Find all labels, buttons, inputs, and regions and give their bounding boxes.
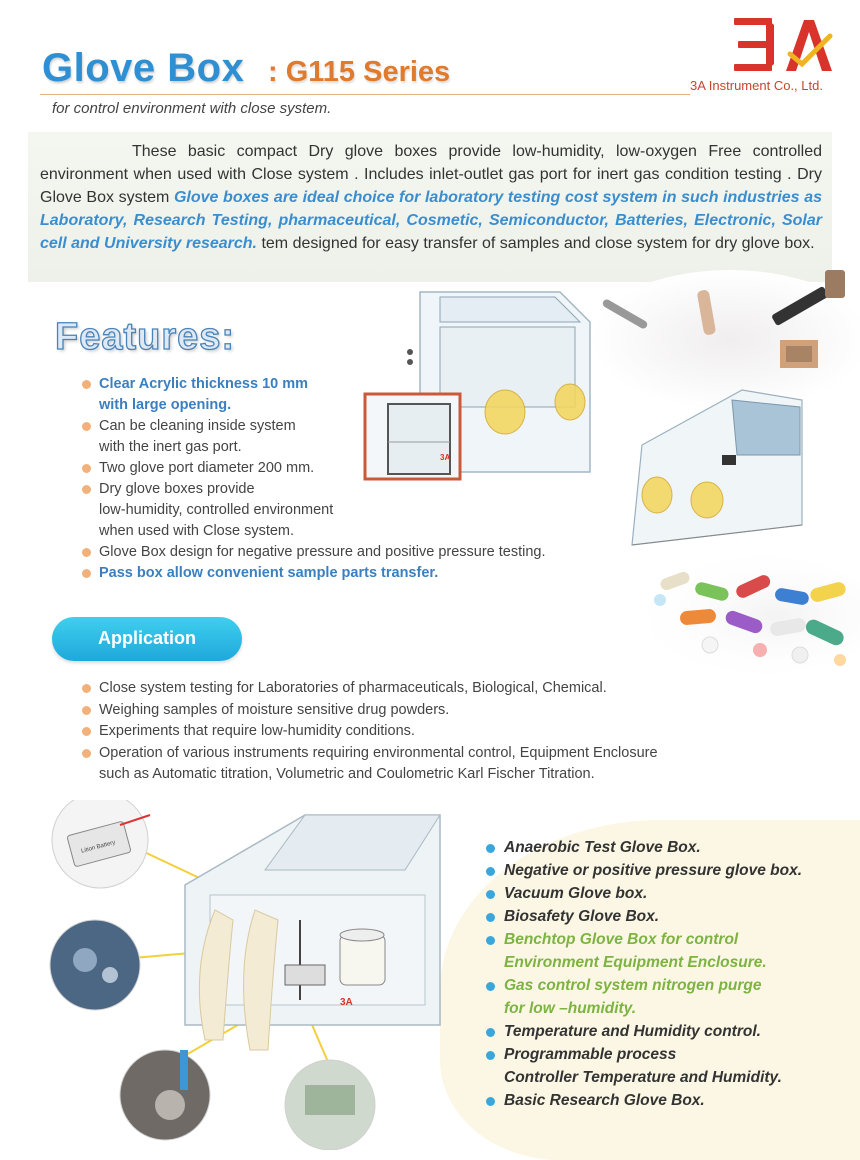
svg-text:3A: 3A — [440, 453, 451, 462]
list-item: Temperature and Humidity control. — [486, 1020, 802, 1043]
list-item: Basic Research Glove Box. — [486, 1089, 802, 1112]
list-item: Experiments that require low-humidity conditions. — [82, 721, 658, 743]
subtitle: for control environment with close system. — [52, 100, 332, 117]
list-item: Programmable process Controller Temperature and Humidity. — [486, 1043, 802, 1089]
list-item: Anaerobic Test Glove Box. — [486, 836, 802, 859]
list-item: Dry glove boxes provide low-humidity, controlled environment when used with Close system. — [82, 479, 546, 542]
list-item: Weighing samples of moisture sensitive drug powders. — [82, 700, 658, 722]
list-item: Benchtop Glove Box for control Environment Equipment Enclosure. — [486, 928, 802, 974]
series-title: : G115 Series — [268, 56, 451, 88]
list-item: Glove Box design for negative pressure and positive pressure testing. — [82, 542, 546, 563]
intro-text-2: tem designed for easy transfer of samples and close system for dry glove box. — [257, 235, 815, 252]
title-divider — [40, 94, 690, 95]
features-list — [82, 374, 546, 584]
battery-label: Lition Battery — [80, 839, 117, 855]
intro-text-1: These basic compact Dry glove boxes provide low-humidity, low-oxygen Free controlled environment when used with Close system . Includes inlet-outlet gas port for inert gas condition testing . Dry Glove Box system — [40, 143, 822, 206]
svg-text:3A: 3A — [340, 997, 353, 1008]
intro-highlight: Glove boxes are ideal choice for laboratory testing cost system in such industries as Laboratory, Research Testing, pharmaceutical, Cosmetic, Semiconductor, Batteries, Electronic, Solar cell and University research. — [40, 189, 823, 252]
application-title: Application — [98, 628, 196, 648]
list-item: Operation of various instruments requiring environmental control, Equipment Enclosure such as Automatic titration, Volumetric and Coulometric Karl Fischer Titration. — [82, 743, 658, 786]
glove-box-types-list — [486, 836, 802, 1112]
list-item: Vacuum Glove box. — [486, 882, 802, 905]
application-list — [82, 678, 658, 786]
company-logo — [728, 14, 838, 78]
list-item: Close system testing for Laboratories of pharmaceuticals, Biological, Chemical. — [82, 678, 658, 700]
list-item: Can be cleaning inside system with the inert gas port. — [82, 416, 546, 458]
glove-box-photo-secondary — [612, 385, 812, 565]
intro-paragraph — [40, 140, 822, 255]
page-title: Glove Box — [42, 46, 245, 90]
list-item: Negative or positive pressure glove box. — [486, 859, 802, 882]
list-item: Clear Acrylic thickness 10 mm with large opening. — [82, 374, 546, 416]
list-item: Biosafety Glove Box. — [486, 905, 802, 928]
list-item: Two glove port diameter 200 mm. — [82, 458, 546, 479]
list-item: Pass box allow convenient sample parts transfer. — [82, 563, 546, 584]
company-name: 3A Instrument Co., Ltd. — [690, 78, 823, 93]
list-item: Gas control system nitrogen purge for low –humidity. — [486, 974, 802, 1020]
glove-box-photo-bottom — [40, 800, 460, 1150]
features-title: Features: — [55, 316, 236, 358]
